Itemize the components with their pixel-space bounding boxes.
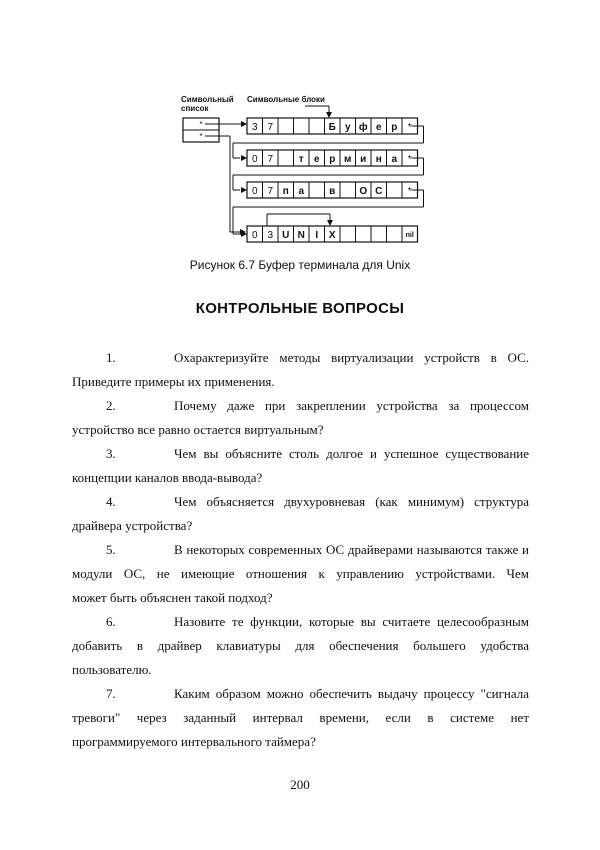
block-cell-char: н (375, 154, 382, 165)
question-line (72, 490, 529, 514)
question-line (72, 346, 529, 370)
block-cell-char: О (359, 186, 368, 197)
page-number: 200 (290, 777, 310, 792)
question-item (72, 610, 529, 682)
block-cell-char: nil (405, 232, 414, 239)
block-cell-char: 0 (251, 186, 258, 197)
question-number: 4. (106, 494, 116, 509)
block-cell-char: I (315, 230, 319, 241)
question-item (72, 682, 529, 754)
question-line: добавить в драйвер клавиатуры для обеспечения большего удобства (72, 638, 529, 653)
question-number: 2. (106, 398, 116, 413)
question-line: программируемого интервального таймера? (72, 734, 316, 749)
question-text: Каким образом можно обеспечить выдачу процессу "сигнала (174, 686, 529, 701)
arrow-head (241, 121, 247, 127)
question-text: В некоторых современных ОС драйверами называются также и (174, 542, 529, 557)
terminal-buffer-diagram (0, 0, 600, 250)
question-number: 3. (106, 446, 116, 461)
block-cell-char: * (407, 154, 412, 165)
symbol-blocks-label: Символьные блоки (247, 95, 325, 104)
list-marker: * (199, 120, 203, 129)
question-line (72, 442, 529, 466)
block-cell-char: а (298, 186, 305, 197)
question-line (72, 394, 529, 418)
block-cell-char: 3 (251, 122, 258, 133)
question-line: концепции каналов ввода-вывода? (72, 470, 263, 485)
question-text: Чем объясняется двухуровневая (как минимум) структура (174, 494, 529, 509)
block-cell-char: п (282, 186, 289, 197)
section-heading: КОНТРОЛЬНЫЕ ВОПРОСЫ (195, 300, 405, 317)
question-number: 5. (106, 542, 116, 557)
block-cell-char: р (329, 154, 336, 165)
question-number: 1. (106, 350, 116, 365)
block-cell-char: р (391, 122, 398, 133)
question-text: Почему даже при закреплении устройства за процессом (174, 398, 529, 413)
question-item (72, 538, 529, 610)
question-line: устройство все равно остается виртуальным? (72, 422, 324, 437)
symbolic-list-label-line: Символьный (181, 95, 234, 104)
question-text: Охарактеризуйте методы виртуализации устройств в ОС. (174, 350, 529, 365)
block-cell-char: в (329, 186, 336, 197)
diagram-cells (181, 95, 414, 241)
block-cell-char: 7 (267, 186, 274, 197)
question-number: 7. (106, 686, 116, 701)
block-cell-char: а (391, 154, 398, 165)
question-line: Приведите примеры их применения. (72, 374, 275, 389)
block-cell-char: Б (328, 122, 336, 133)
question-item (72, 490, 529, 538)
block-cell-char: у (344, 122, 351, 133)
block-cell-char: * (407, 186, 412, 197)
question-item (72, 346, 529, 394)
symbolic-list-label (181, 95, 234, 113)
arrow-head (326, 112, 332, 118)
question-item (72, 442, 529, 490)
question-item (72, 394, 529, 442)
block-cell-char: 3 (267, 230, 274, 241)
question-text: Назовите те функции, которые вы считаете целесообразным (174, 614, 529, 629)
question-line (72, 682, 529, 706)
question-line (72, 610, 529, 634)
figure-caption: Рисунок 6.7 Буфер терминала для Unix (189, 258, 411, 272)
block-cell-char: и (360, 154, 367, 165)
question-number: 6. (106, 614, 116, 629)
block-cell-char: U (282, 230, 290, 241)
block-cell-char: 7 (267, 154, 274, 165)
list-marker: * (199, 132, 203, 141)
block-cell-char: С (375, 186, 383, 197)
block-cell-char: 0 (251, 230, 258, 241)
question-line: пользователю. (72, 662, 152, 677)
arrow-head (241, 155, 247, 161)
block-cell-char: 7 (267, 122, 274, 133)
block-cell-char: X (328, 230, 336, 241)
question-text: Чем вы объясните столь долгое и успешное существование (174, 446, 529, 461)
question-line: тревоги" через заданный интервал времени, если в системе нет (72, 710, 529, 725)
symbolic-list-label-line: список (181, 104, 209, 113)
arrow-head (327, 220, 333, 226)
question-line: модули ОС, не имеющие отношения к управлению устройствами. Чем (72, 566, 529, 581)
block-cell-char: м (344, 154, 352, 165)
block-cell-char: N (297, 230, 305, 241)
block-cell-char: е (313, 154, 320, 165)
arrow-head (241, 187, 247, 193)
question-line: драйвера устройства? (72, 518, 193, 533)
block-cell-char: е (375, 122, 382, 133)
block-cell-char: т (298, 154, 304, 165)
block-cell-char: ф (358, 122, 368, 133)
question-line (72, 538, 529, 562)
question-line: может быть объяснен такой подход? (72, 590, 273, 605)
block-cell-char: * (407, 122, 412, 133)
diagram-frame (183, 106, 424, 242)
block-cell-char: 0 (251, 154, 258, 165)
